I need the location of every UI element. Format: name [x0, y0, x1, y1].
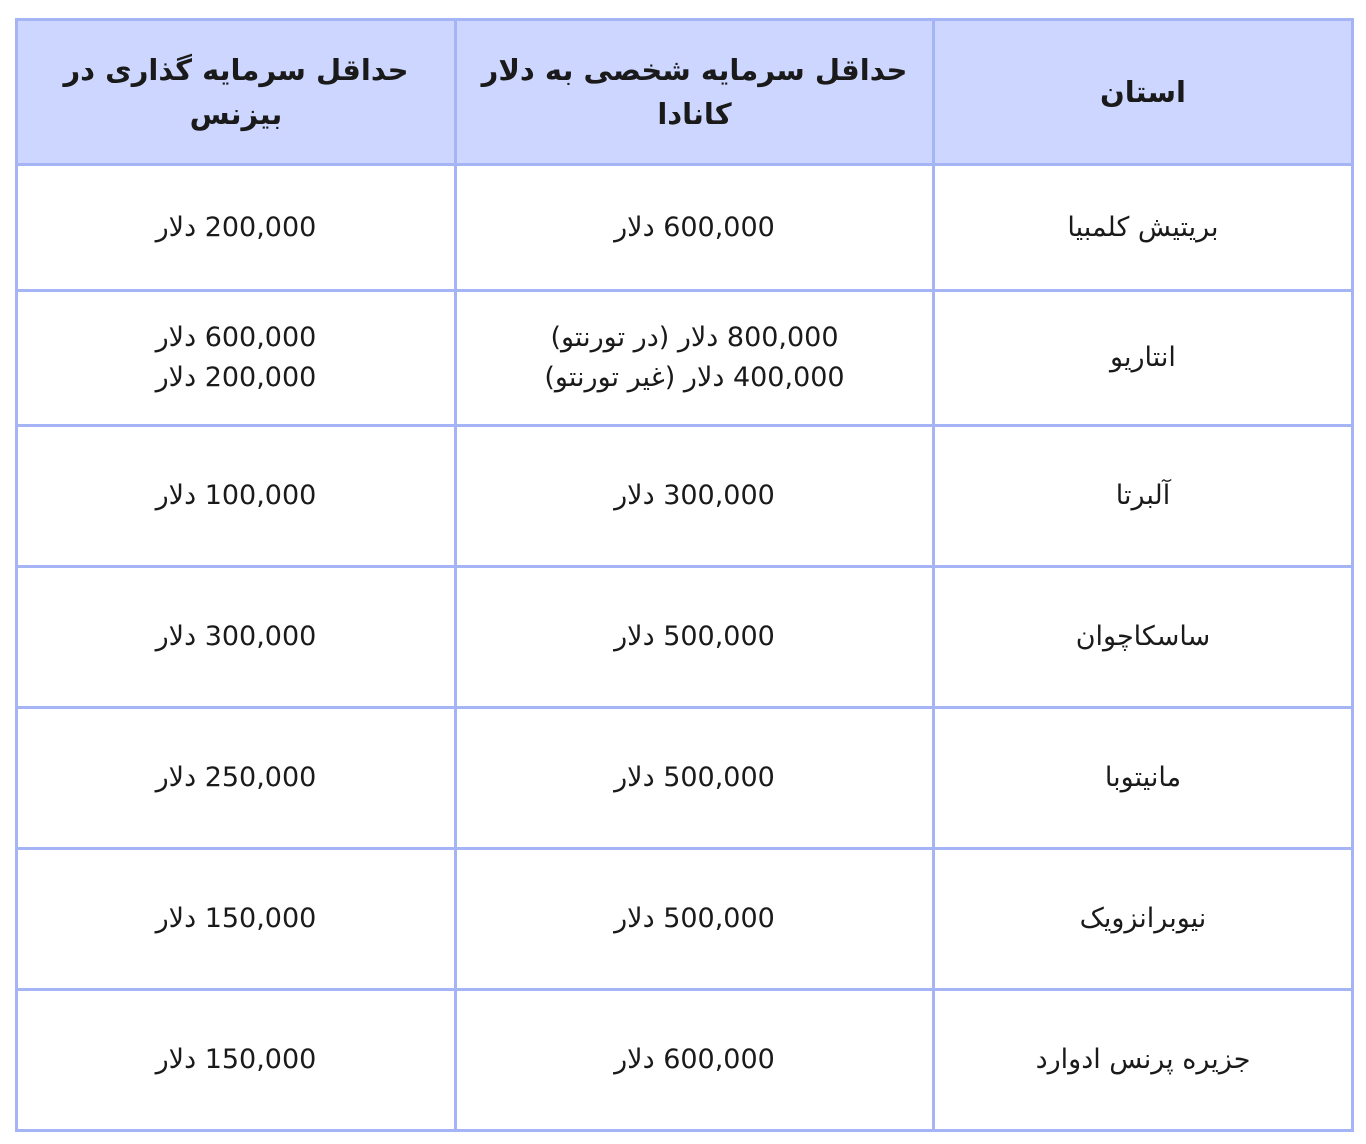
business-value: 150,000 دلار [155, 903, 317, 934]
personal-net-worth-cell [456, 849, 934, 990]
personal-value: 800,000 دلار (در تورنتو) [550, 322, 839, 353]
business-investment-cell [17, 708, 456, 849]
province-cell: نیوبرانزویک [934, 849, 1353, 990]
personal-value: 600,000 دلار [614, 211, 775, 243]
personal-net-worth-cell [456, 708, 934, 849]
personal-net-worth-cell [456, 291, 934, 426]
personal-value: 600,000 دلار [614, 1044, 775, 1075]
table-row [17, 849, 1353, 990]
business-value: 600,000 دلار [155, 322, 317, 353]
personal-net-worth-cell [456, 990, 934, 1131]
personal-value: 500,000 دلار [614, 903, 775, 934]
table-row [17, 165, 1353, 291]
table-row [17, 426, 1353, 567]
table-row [17, 291, 1353, 426]
business-value: 300,000 دلار [155, 621, 317, 652]
business-value: 100,000 دلار [155, 480, 317, 511]
personal-net-worth-cell [456, 165, 934, 291]
business-investment-cell [17, 567, 456, 708]
business-investment-cell [17, 291, 456, 426]
table-row [17, 567, 1353, 708]
header-business-investment: حداقل سرمایه گذاری در بیزنس [17, 20, 456, 165]
header-personal-net-worth: حداقل سرمایه شخصی به دلار کانادا [456, 20, 934, 165]
personal-value: 400,000 دلار (غیر تورنتو) [544, 362, 845, 393]
province-cell: جزیره پرنس ادوارد [934, 990, 1353, 1131]
business-investment-cell [17, 849, 456, 990]
table-header-row [17, 20, 1353, 165]
province-cell: بریتیش کلمبیا [934, 165, 1353, 291]
business-value: 150,000 دلار [155, 1044, 317, 1075]
table-row [17, 708, 1353, 849]
personal-value: 300,000 دلار [614, 480, 775, 511]
personal-value: 500,000 دلار [614, 621, 775, 652]
province-cell: مانیتوبا [934, 708, 1353, 849]
table-row [17, 990, 1353, 1131]
personal-net-worth-cell [456, 567, 934, 708]
business-investment-cell [17, 426, 456, 567]
province-cell: آلبرتا [934, 426, 1353, 567]
business-investment-cell [17, 165, 456, 291]
business-value: 250,000 دلار [155, 762, 317, 793]
business-value: 200,000 دلار [155, 362, 317, 393]
personal-net-worth-cell [456, 426, 934, 567]
personal-value: 500,000 دلار [614, 762, 775, 793]
business-investment-cell [17, 990, 456, 1131]
header-province: استان [934, 20, 1353, 165]
province-cell: ساسکاچوان [934, 567, 1353, 708]
business-value: 200,000 دلار [155, 211, 317, 243]
investment-requirements-table [15, 18, 1354, 1132]
province-cell: انتاریو [934, 291, 1353, 426]
